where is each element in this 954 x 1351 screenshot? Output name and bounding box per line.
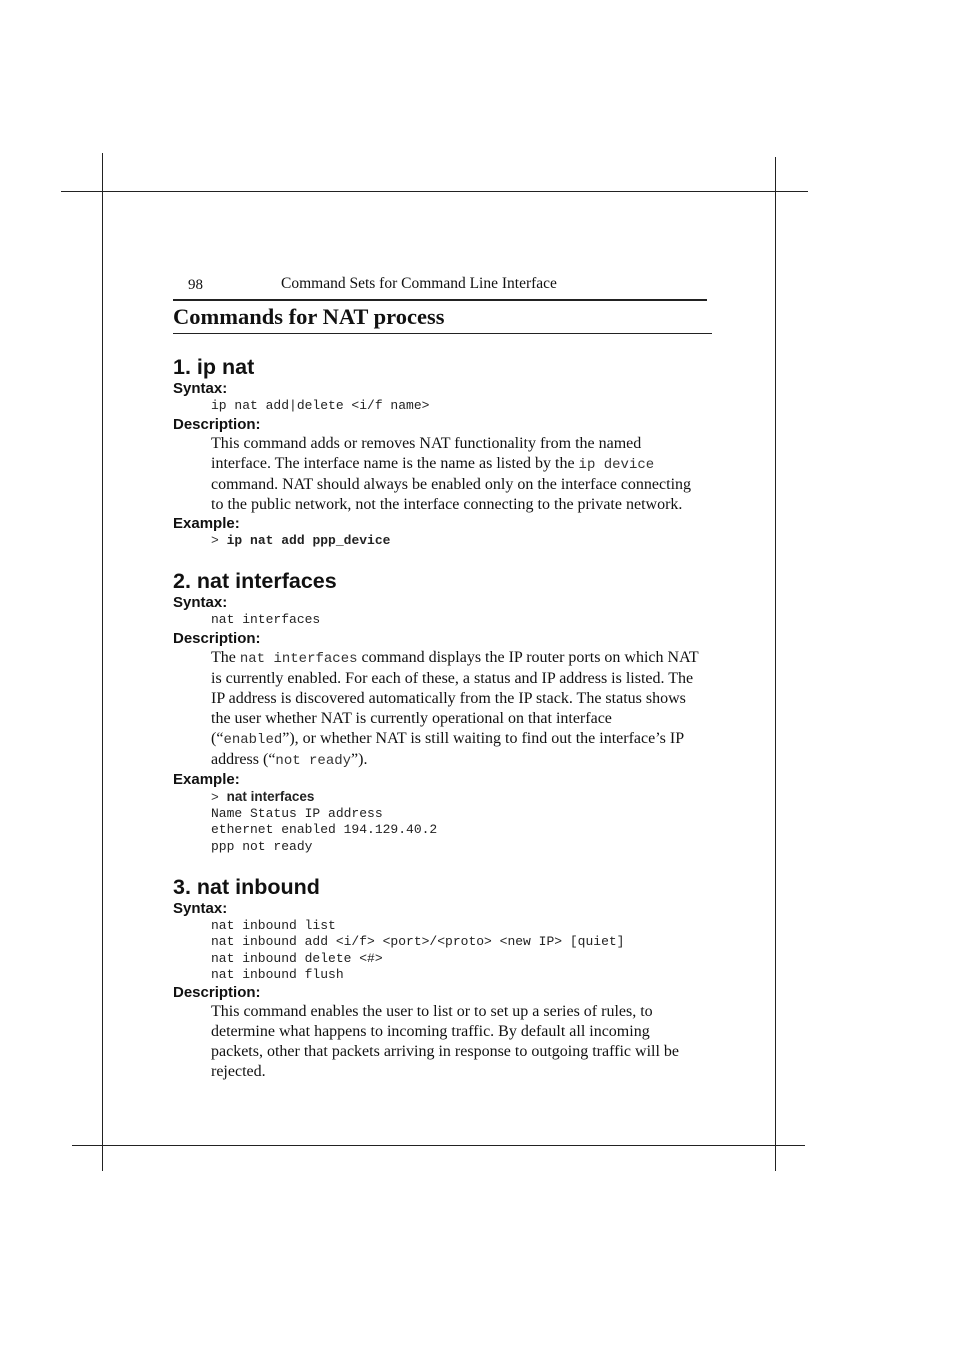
section-nat-inbound <box>173 874 713 1082</box>
description-text: The nat interfaces command displays the IP router ports on which NAT is currently enabled. For each of these, a status and IP address is listed. The IP address is discovered automatically from the IP stack. The status shows the user whether NAT is currently operational on that interface (“enabled”), or whether NAT is still waiting to find out the interface’s IP address (“not ready”). <box>211 648 699 769</box>
inline-code: not ready <box>275 752 352 769</box>
description-label: Description: <box>173 416 261 434</box>
syntax-line: ip nat add|delete <i/f name> <box>211 398 430 413</box>
section-heading: 1. ip nat <box>173 355 255 379</box>
page-content <box>173 270 713 1082</box>
section-ip-nat <box>173 354 713 550</box>
chapter-rule <box>173 333 712 334</box>
syntax-label: Syntax: <box>173 593 228 611</box>
example-command <box>211 789 713 806</box>
example-output-line: ethernet enabled 194.129.40.2 <box>211 822 438 838</box>
running-title: Command Sets for Command Line Interface <box>281 275 557 292</box>
description-text: This command enables the user to list or to set up a series of rules, to determine what happens to incoming traffic. By default all incoming packets, other that packets arriving in response to outgoing traffic will be rejected. <box>211 1003 680 1081</box>
syntax-line: nat inbound flush <box>211 966 344 982</box>
running-head <box>173 270 713 298</box>
syntax-label: Syntax: <box>173 380 228 397</box>
description-label: Description: <box>173 984 261 1002</box>
syntax-line: nat inbound delete <#> <box>211 950 383 966</box>
chapter-title: Commands for NAT process <box>173 304 445 329</box>
page-number: 98 <box>188 277 203 293</box>
example-command-text: ip nat add ppp_device <box>226 533 391 549</box>
example-output-line: Name Status IP address <box>211 806 383 822</box>
inline-code: enabled <box>223 731 283 748</box>
section-heading: 3. nat inbound <box>173 875 320 900</box>
example-command <box>211 533 713 549</box>
example-output-line: ppp not ready <box>211 838 313 854</box>
crop-mark <box>61 191 808 192</box>
description-text: This command adds or removes NAT functionality from the named interface. The interface name is the name as listed by the ip device command. NAT should always be enabled only on the interface connecting to the public network, not the interface connecting to the private network. <box>211 435 692 514</box>
syntax-label: Syntax: <box>173 900 228 918</box>
section-nat-interfaces <box>173 568 713 855</box>
prompt-symbol: > <box>211 533 219 549</box>
example-label: Example: <box>173 515 240 533</box>
description-label: Description: <box>173 629 261 647</box>
header-rule <box>173 299 707 301</box>
inline-code: ip device <box>578 457 655 474</box>
prompt-symbol: > <box>211 789 219 805</box>
example-label: Example: <box>173 770 240 788</box>
crop-mark <box>775 157 776 1171</box>
section-heading: 2. nat interfaces <box>173 568 337 593</box>
crop-mark <box>72 1145 805 1146</box>
example-command-text: nat interfaces <box>226 788 315 804</box>
crop-mark <box>102 153 103 1171</box>
syntax-line: nat interfaces <box>211 611 321 627</box>
syntax-line: nat inbound add <i/f> <port>/<proto> <new IP> [quiet] <box>211 934 625 950</box>
inline-code: nat interfaces <box>239 650 358 667</box>
syntax-line: nat inbound list <box>211 918 336 934</box>
